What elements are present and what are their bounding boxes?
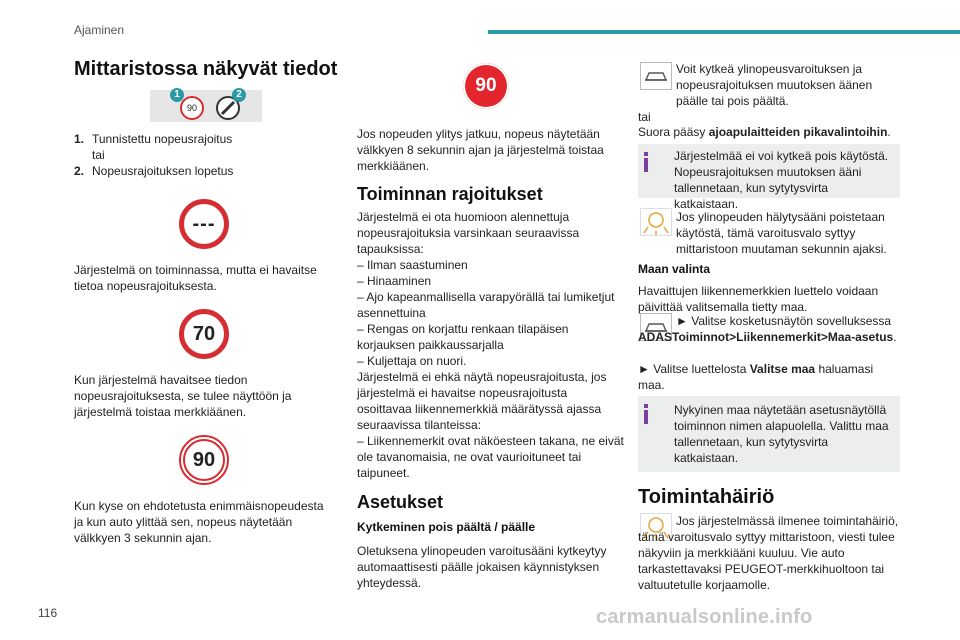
list-item: – Ilman saastuminen xyxy=(357,258,468,272)
sign-90-flashing: 90 xyxy=(463,63,509,109)
sign-no-info: --- xyxy=(179,199,229,249)
info-icon xyxy=(644,152,648,172)
info-icon xyxy=(644,404,648,424)
speed-limit-icon: 90 xyxy=(180,96,204,120)
heading-limitations: Toiminnan rajoitukset xyxy=(357,184,543,204)
direct-access-text: Suora pääsy ajoapulaitteiden pikavalintoihin. xyxy=(638,125,891,139)
car-text-1: Voit kytkeä ylinopeusvaroituksen ja nopeusrajoituksen muutoksen äänen päälle tai pois päältä. xyxy=(676,62,873,108)
list-item: – Rengas on korjattu renkaan tilapäisen korjauksen paikkaussarjalla xyxy=(357,322,569,352)
limitations-para2: Järjestelmä ei ehkä näytä nopeusrajoitusta, jos järjestelmä ei havaitse nopeusrajoitusta osoittavaa liikennemerkkiä määrätyssä ajassa seuraavissa tilanteissa: xyxy=(357,370,607,432)
list-item: – Liikennemerkit ovat näköesteen takana, ne eivät ole tavanomaisia, ne ovat vaurioituneet tai taipuneet. xyxy=(357,434,624,480)
list-item: 2. Nopeusrajoituksen lopetus xyxy=(74,164,234,178)
list-item-sub: tai xyxy=(92,148,105,162)
text-flashing: Jos nopeuden ylitys jatkuu, nopeus näytetään välkkyen 8 sekunnin ajan ja järjestelmä toistaa merkkiäänen. xyxy=(357,127,604,173)
warning-light-icon xyxy=(640,208,672,236)
info-text-1: Järjestelmää ei voi kytkeä pois käytöstä. Nopeusrajoituksen muutoksen ääni tallennetaan, kun sytytysvirta katkaistaan. xyxy=(674,149,889,211)
list-item: – Kuljettaja on nuori. xyxy=(357,354,467,368)
legend-list xyxy=(74,131,314,179)
info-box-1 xyxy=(638,144,900,211)
list-item: 1. Tunnistettu nopeusrajoitus xyxy=(74,132,233,146)
toggle-text: Oletuksena ylinopeuden varoitusääni kytkeytyy automaattisesti päälle jokaisen käynnistyksen yhteydessä. xyxy=(357,544,607,590)
text-no-info: Järjestelmä on toiminnassa, mutta ei havaitse tietoa nopeusrajoituksesta. xyxy=(74,263,317,293)
step-2: ► Valitse luettelosta Valitse maa haluamasi maa. xyxy=(638,362,874,392)
fault-text: Jos järjestelmässä ilmenee toimintahäiriö, tämä varoitusvalo syttyy mittaristoon, viesti tulee näkyviin ja merkkiääni kuuluu. Vie auto tarkastettavaksi PEUGEOT-merkkihuoltoon tai valtuutetulle korjaamolle. xyxy=(638,514,899,592)
badge-1: 1 xyxy=(170,88,184,102)
heading-fault: Toimintahäiriö xyxy=(638,486,775,508)
text-or: tai xyxy=(638,110,651,124)
text-90: Kun kyse on ehdotetusta enimmäisnopeudesta ja kun auto ylittää sen, nopeus näytetään välkkyen 3 sekunnin ajan. xyxy=(74,499,324,545)
section-title: Ajaminen xyxy=(74,23,125,37)
limitations-body xyxy=(357,209,625,481)
heading-country: Maan valinta xyxy=(638,262,711,276)
country-text: Havaittujen liikennemerkkien luettelo voidaan päivittää valitsemalla tietty maa. xyxy=(638,284,879,314)
list-item: – Hinaaminen xyxy=(357,274,432,288)
heading-toggle: Kytkeminen pois päältä / päälle xyxy=(357,520,536,534)
header-accent-bar xyxy=(488,30,960,34)
text-70: Kun järjestelmä havaitsee tiedon nopeusrajoituksesta, se tulee näyttöön ja järjestelmä toistaa merkkiäänen. xyxy=(74,373,292,419)
sign-90: 90 xyxy=(179,435,229,485)
sign-icons-strip xyxy=(150,90,262,122)
page-number: 116 xyxy=(38,606,58,620)
warning-text-1: Jos ylinopeuden hälytysääni poistetaan käytöstä, tämä varoitusvalo syttyy mittaristoon muutaman sekunnin ajaksi. xyxy=(676,210,887,256)
info-box-2 xyxy=(638,396,900,472)
step-1: ► Valitse kosketusnäytön sovelluksessa ADASToiminnot>Liikennemerkit>Maa-asetus. xyxy=(638,314,897,344)
sign-70: 70 xyxy=(179,309,229,359)
heading-settings: Asetukset xyxy=(357,492,444,512)
list-item: – Ajo kapeanmallisella varapyörällä tai lumiketjut asennettuina xyxy=(357,290,615,320)
car-icon xyxy=(640,62,672,90)
page-title: Mittaristossa näkyvät tiedot xyxy=(74,58,338,80)
limitations-intro: Järjestelmä ei ota huomioon alennettuja nopeusrajoituksia varsinkaan seuraavissa tapauksissa: xyxy=(357,210,580,256)
badge-2: 2 xyxy=(232,88,246,102)
watermark: carmanualsonline.info xyxy=(596,606,813,628)
info-text-2: Nykyinen maa näytetään asetusnäytöllä toiminnon nimen alapuolella. Valittu maa tallennetaan, kun sytytysvirta katkaistaan. xyxy=(674,403,889,465)
